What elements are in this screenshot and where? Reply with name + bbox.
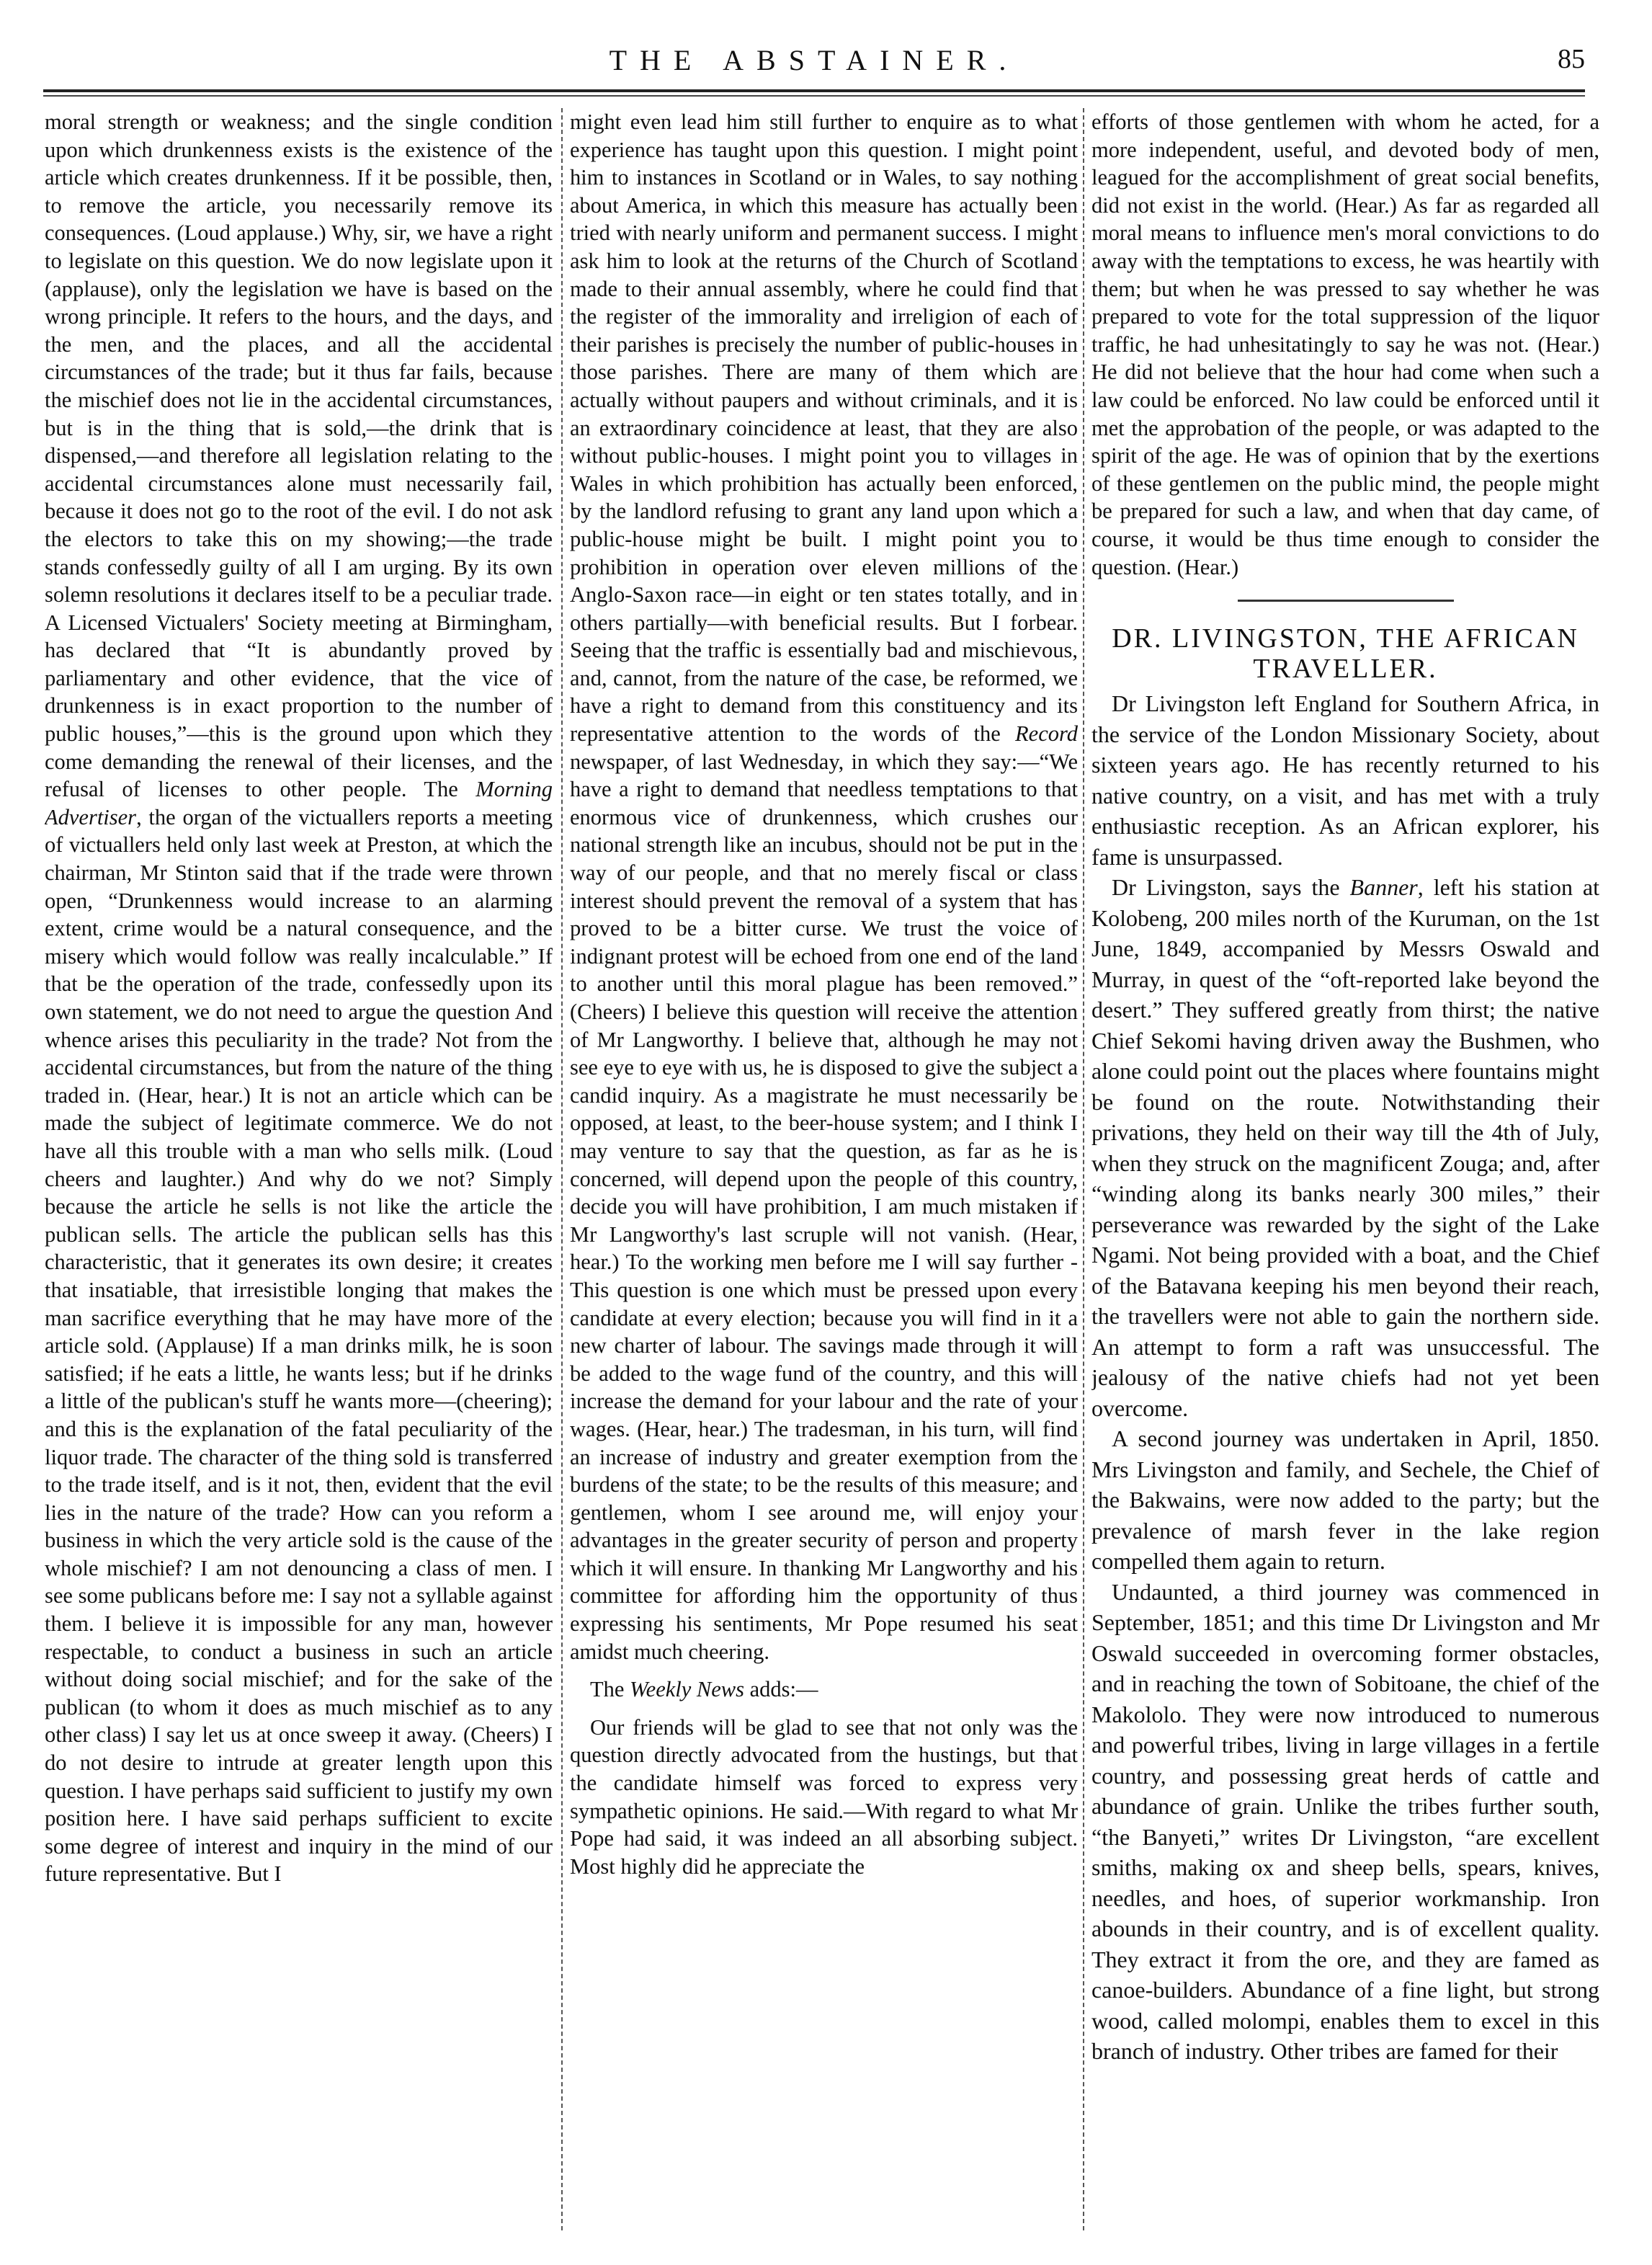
- section-separator: [1238, 600, 1454, 602]
- paragraph: [570, 1676, 1078, 1704]
- column-2: [570, 108, 1078, 2230]
- page-header: [43, 43, 1585, 86]
- paragraph: [570, 108, 1078, 1665]
- newspaper-title: Weekly News: [630, 1677, 744, 1702]
- page-number: 85: [1558, 44, 1585, 74]
- newspaper-title: Morning Advertiser: [45, 777, 553, 829]
- paragraph: [45, 108, 553, 1888]
- paragraph: efforts of those gentlemen with whom he acted, for a more independent, useful, and devoted body of men, leagued for the accomplishment of great social benefits, did not exist in the world. (Hear.) As far as regarded all moral means to influence men's moral convictions to do away with the temptations to excess, he was heartily with them; but when he was pressed to say whether he was prepared to vote for the total suppression of the liquor traffic, he had unhesitatingly to say he was not. (Hear.) He did not believe that the hour had come when such a law could be enforced. No law could be enforced until it met the approbation of the people, or was adapted to the spirit of the age. He was of opinion that by the exertions of these gentlemen on the public mind, the people might be prepared for such a law, and when that day came, of course, it would be thus time enough to consider the question. (Hear.): [1091, 110, 1599, 579]
- paragraph: [1091, 872, 1599, 1423]
- paragraph: Dr Livingston left England for Southern Africa, in the service of the London Missionary Society, about sixteen years ago. He has recently returned to his native country, on a visit, and has met with a truly enthusiastic reception. As an African explorer, his fame is unsurpassed.: [1091, 690, 1599, 870]
- paragraph-text: newspaper, of last Wednesday, in which they say:—“We have a right to demand that needless temptations to that enormous vice of drunkenness, which crushes our national strength like an incubus, should not be put in the way of our people, and that no merely fiscal or class interest should prevent the removal of a system that has proved to be a bitter curse. We trust the voice of indignant protest will be echoed from one end of the land to another until this moral plague has been removed.” (Cheers) I believe this question will receive the attention of Mr Langworthy. I believe that, although he may not see eye to eye with us, he is disposed to give the subject a candid inquiry. As a magistrate he must necessarily be opposed, at least, to the beer-house system; and I think I may venture to say that the question, as far as he is concerned, will depend upon the people of this country, decide you will have prohibition, I am much mistaken if Mr Langworthy's last scruple will not vanish. (Hear, hear.) To the working men before me I will say further - This question is one which must be pressed upon every candidate at every election; because you will find in it a new charter of labour. The savings made through it will be added to the wage fund of the country, and this will increase the demand for your labour and the rate of your wages. (Hear, hear.) The tradesman, in his turn, will find an increase of industry and greater exemption from the burdens of the state; to be the results of this measure; and gentlemen, whom I see around me, will enjoy your advantages in the greater security of person and property which it will ensure. In thanking Mr Langworthy and his committee for affording him the opportunity of thus expressing his sentiments, Mr Pope resumed his seat amidst much cheering.: [570, 749, 1078, 1664]
- paragraph-text: Dr Livingston, says the: [1112, 874, 1350, 901]
- header-rule: [43, 89, 1585, 92]
- paragraph: A second journey was undertaken in April, 1850. Mrs Livingston and family, and Sechele, the Chief of the Bakwains, were now added to the party; but the prevalence of marsh fever in the lake region compelled them again to return.: [1091, 1425, 1599, 1575]
- article-body: [1091, 688, 1599, 2067]
- article-heading: DR. LIVINGSTON, THE AFRICAN TRAVELLER.: [1112, 623, 1579, 685]
- paragraph-text: might even lead him still further to enquire as to what experience has taught upon this question. I might point him to instances in Scotland or in Wales, to say nothing about America, in which this measure has actually been tried with nearly uniform and permanent success. I might ask him to look at the returns of the Church of Scotland made to their annual assembly, where he could find that the register of the immorality and irreligion of each of their parishes is precisely the number of public-houses in those parishes. There are many of them which are actually without paupers and without criminals, and it is an extraordinary coincidence at least, that they are also without public-houses. I might point you to villages in Wales in which prohibition has actually been enforced, by the landlord refusing to grant any land upon which a public-house might be built. I might point you to prohibition in operation over eleven millions of the Anglo-Saxon race—in eight or ten states totally, and in others partially—with beneficial results. But I forbear. Seeing that the traffic is essentially bad and mischievous, and, cannot, from the nature of the case, be reformed, we have a right to demand from this constituency and its representative attention to the words of the: [570, 110, 1078, 747]
- paragraph: Undaunted, a third journey was commenced in September, 1851; and this time Dr Livingston and Mr Oswald succeeded in overcoming former obstacles, and in reaching the town of Sobitoane, the chief of the Makololo. They were now introduced to numerous and powerful tribes, living in large villages in a fertile country, and possessing great herds of cattle and abundance of grain. Unlike the tribes further south, “the Banyeti,” writes Dr Livingston, “are excellent smiths, making ox and sheep bells, spears, knives, needles, and hoes, of superior workmanship. Iron abounds in their country, and is of excellent quality. They extract it from the ore, and they are famed as canoe-builders. Abundance of a fine light, but strong wood, called molompi, enables them to excel in this branch of industry. Other tribes are famed for their: [1091, 1578, 1599, 2065]
- paragraph-text: moral strength or weakness; and the single condition upon which drunkenness exists is the existence of the article which creates drunkenness. If it be possible, then, to remove the article, you necessarily remove its consequences. (Loud applause.) Why, sir, we have a right to legislate on this question. We do now legislate upon it (applause), only the legislation we have is based on the wrong principle. It refers to the hours, and the days, and the men, and the places, and all the accidental circumstances of the trade; but it thus far fails, because the mischief does not lie in the accidental circumstances, but is in the thing that is sold,—the drink that is dispensed,—and therefore all legislation relating to the accidental circumstances alone must necessarily fail, because it does not go to the root of the evil. I do not ask the electors to take this on my showing;—the trade stands confessedly guilty of all I am urging. By its own solemn resolutions it declares itself to be a peculiar trade. A Licensed Victualers' Society meeting at Birmingham, has declared that “It is abundantly proved by parliamentary and other evidence, that the vice of drunkenness is in exact proportion to the number of public houses,”—this is the ground upon which they come demanding the renewal of their licenses, and the refusal of licenses to other people. The: [45, 110, 553, 802]
- paragraph-text: The: [590, 1677, 630, 1702]
- column-divider-1: [561, 108, 563, 2230]
- header-rule-thin: [43, 95, 1585, 97]
- newspaper-title: Record: [1015, 721, 1078, 747]
- paragraph-text: adds:—: [744, 1677, 818, 1702]
- paragraph-text: , the organ of the victuallers reports a meeting of victuallers held only last week at Preston, at which the chairman, Mr Stinton said that if the trade were thrown open, “Drunkenness would increase to an alarming extent, crime would be a natural consequence, and the misery which would follow was really incalculable.” If that be the operation of the trade, confessedly upon its own statement, we do not need to argue the question And whence arises this peculiarity in the trade? Not from the accidental circumstances, but from the nature of the thing traded in. (Hear, hear.) It is not an article which can be made the subject of legitimate commerce. We do not have all this trouble with a man who sells milk. (Loud cheers and laughter.) And why do we not? Simply because the article he sells is not like the article the publican sells. The article the publican sells has this characteristic, that it generates its own desire; it creates that insatiable, that irresistible longing that makes the man sacrifice everything that he may have more of the article sold. (Applause) If a man drinks milk, he is soon satisfied; if he eats a little, he wants less; but if he drinks a little of the publican's stuff he wants more—(cheering); and this is the explanation of the fatal peculiarity of the liquor trade. The character of the thing sold is transferred to the trade itself, and is it not, then, evident that the evil lies in the nature of the trade? How can you reform a business in which the very article sold is the cause of the whole mischief? I am not denouncing a class of men. I see some publicans before me: I say not a syllable against them. I believe it is impossible for any man, however respectable, to conduct a business in such an article without doing social mischief; and for the sake of the publican (to whom it does as much mischief as to any other class) I say let us at once sweep it away. (Cheers) I do not desire to intrude at greater length upon this question. I have perhaps said sufficient to justify my own position here. I have said perhaps sufficient to excite some degree of interest and inquiry in the mind of our future representative. But I: [45, 804, 553, 1887]
- newspaper-title: Banner: [1349, 874, 1418, 901]
- column-1: [45, 108, 553, 2230]
- paragraph-text: , left his station at Kolobeng, 200 miles north of the Kuruman, on the 1st June, 1849, accompanied by Messrs Oswald and Murray, in quest of the “oft-reported lake beyond the desert.” They suffered greatly from thirst; the native Chief Sekomi having driven away the Bushmen, who alone could point out the places where fountains might be found on the route. Notwithstanding their privations, they held on their way till the 4th of July, when they struck on the magnificent Zouga; and, after “winding along its banks nearly 300 miles,” their perseverance was rewarded by the sight of the Lake Ngami. Not being provided with a boat, and the Chief of the Batavana keeping his men beyond their reach, the travellers were not able to gain the northern side. An attempt to form a raft was unsuccessful. The jealousy of the native chiefs had not yet been overcome.: [1091, 874, 1599, 1421]
- column-divider-2: [1083, 108, 1084, 2230]
- paragraph: Our friends will be glad to see that not only was the question directly advocated from the hustings, but that the candidate himself was forced to express very sympathetic opinions. He said.—With regard to what Mr Pope had said, it was indeed an all absorbing subject. Most highly did he appreciate the: [570, 1714, 1078, 1879]
- column-3: [1091, 108, 1599, 2230]
- running-title: THE ABSTAINER.: [609, 44, 1019, 76]
